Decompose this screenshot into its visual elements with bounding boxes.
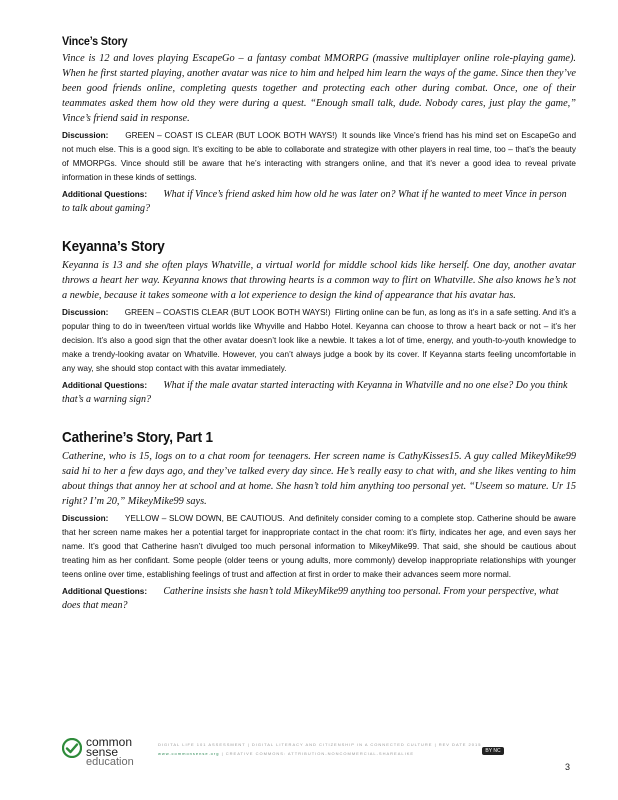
discussion-text: It sounds like Vince’s friend has his mind set on EscapeGo and not much else. This is a good sign. It’s exciting to be able to collaborate and strategize with other players in real time, too – that’s the beauty of MMORPGs. Vince should still be aware that he’s interacting with strangers online, and that it’s never a good idea to reveal private information in these kinds of settings. [62, 131, 576, 182]
story-questions [62, 585, 576, 613]
page-footer [62, 735, 582, 772]
questions-label: Additional Questions: [62, 190, 148, 199]
page-content [62, 34, 576, 627]
questions-text: What if Vince’s friend asked him how old he was later on? What if he wanted to meet Vince in person to talk about gaming? [62, 189, 567, 214]
footer-course-line: DIGITAL LIFE 101 ASSESSMENT | DIGITAL LITERACY AND CITIZENSHIP IN A CONNECTED CULTURE | REV DATE 2015 [158, 742, 482, 747]
story-intro: Vince is 12 and loves playing EscapeGo – a fantasy combat MMORPG (massive multiplayer online role-playing game). When he first started playing, another avatar was nice to him and helped him learn the ways of the game. Since then they’ve been good friends online, completing quests together and protecting each other during combat. Once, one of their teammates asked them how old they were during a quest. “Enough small talk, dude. Nobody cares, just play the game,” Vince’s friend said in response. [62, 53, 576, 124]
story-keyanna [62, 238, 576, 407]
verdict-label: GREEN – COASTIS CLEAR (BUT LOOK BOTH WAYS!) [124, 308, 331, 317]
story-title: Keyanna’s Story [62, 238, 165, 255]
story-catherine [62, 429, 576, 613]
questions-label: Additional Questions: [62, 381, 148, 390]
common-sense-logo [62, 737, 152, 767]
logo-line-common: common [86, 735, 133, 749]
questions-label: Additional Questions: [62, 587, 148, 596]
creative-commons-badge: BY NC SA [482, 747, 504, 755]
discussion-label: Discussion: [62, 131, 109, 140]
story-title: Catherine’s Story, Part 1 [62, 429, 213, 446]
page-number: 3 [565, 762, 571, 772]
common-sense-logo-icon [62, 738, 82, 758]
discussion-text: Flirting online can be fun, as long as it’s in a safe setting. And it’s a popular thing to do in tween/teen virtual worlds like Whyville and Habbo Hotel. Keyanna can choose to throw a heart back or not – it’s her decision. It’s also a good sign that the other avatar doesn’t look like a newbie. It takes a lot of time, energy, and youth-to-youth knowledge to make a trendy-looking avatar on Whatville. However, you can’t always judge a book by its cover. If Keyanna starts feeling uncomfortable in any way, she should stop contact with this avatar immediately. [62, 308, 577, 373]
story-discussion [62, 306, 576, 376]
verdict-label: YELLOW – SLOW DOWN, BE CAUTIOUS. [124, 514, 285, 523]
story-discussion [62, 129, 576, 185]
verdict-label: GREEN – COAST IS CLEAR (BUT LOOK BOTH WAYS!) [125, 131, 338, 140]
footer-license-line: | CREATIVE COMMONS: ATTRIBUTION-NONCOMMERCIAL-SHAREALIKE [221, 751, 415, 756]
discussion-label: Discussion: [62, 514, 109, 523]
story-questions [62, 188, 576, 216]
discussion-label: Discussion: [62, 308, 109, 317]
story-vince [62, 34, 576, 216]
story-questions [62, 379, 576, 407]
story-title: Vince’s Story [62, 34, 128, 48]
footer-url-link[interactable]: www.commonsense.org [158, 751, 220, 756]
logo-line-sense: sense [86, 745, 119, 759]
story-intro: Keyanna is 13 and she often plays Whatville, a virtual world for middle school kids like herself. One day, another avatar throws a heart her way. Keyanna knows that throwing hearts is a common way to flirt on Whatville. She also knows he’s not a newbie, because it takes someone with a lot experience to design the kind of appearance that his avatar has. [62, 260, 576, 301]
questions-text: Catherine insists she hasn’t told MikeyMike99 anything too personal. From your perspective, what does that mean? [62, 586, 559, 611]
footer-info [158, 740, 481, 758]
discussion-text: And definitely consider coming to a complete stop. Catherine should be aware that her screen name makes her a potential target for inappropriate contact in the chat room: it’s flirty, indicates her age, and even says her name. It’s good that Catherine hasn’t divulged too much personal information to MikeyMike99. That said, she should be cautious about treating him as her confidant. Some people (older teens or young adults, more commonly) develop inappropriate relationships with younger teens online over time, establishing feelings of trust and affection at first in order to make their advances seem more normal. [62, 514, 576, 579]
logo-line-education: education [86, 756, 134, 768]
logo-wordmark [86, 737, 134, 767]
story-intro: Catherine, who is 15, logs on to a chat room for teenagers. Her screen name is CathyKisses15. A guy called MikeyMike99 said hi to her a few days ago, and they’ve talked every day since. He’s really easy to chat with, and she likes venting to him about things that annoy her at school and at home. She hasn’t told him anything too personal yet. “Useem so mature. Ur 15 right? I’m 20,” MikeyMike99 says. [62, 451, 576, 507]
questions-text: What if the male avatar started interacting with Keyanna in Whatville and no one else? Do you think that’s a warning sign? [62, 380, 568, 405]
story-discussion [62, 512, 576, 582]
